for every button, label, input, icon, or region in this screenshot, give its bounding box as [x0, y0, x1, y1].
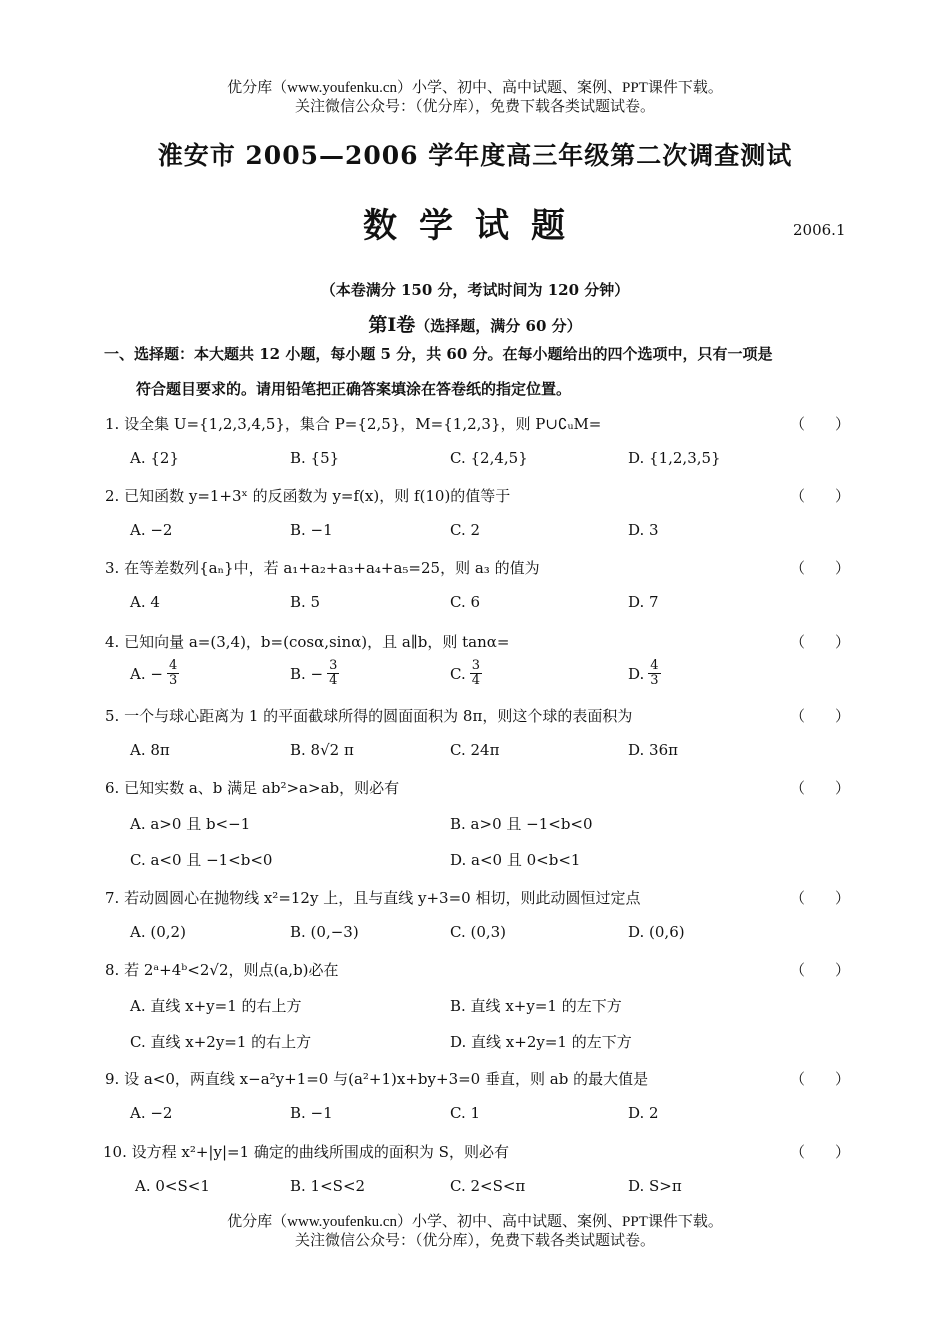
fraction-denominator: 4 — [471, 673, 480, 688]
question-9-option-c: C. 1 — [450, 1104, 481, 1122]
question-4-option-a-fraction — [167, 659, 179, 688]
question-4-option-d-fraction — [648, 659, 660, 688]
question-5-option-d: D. 36π — [628, 741, 678, 759]
subject-title: 数学试题 — [363, 206, 587, 246]
question-5-option-b: B. 8√2 π — [290, 741, 354, 759]
question-1-stem: 1. 设全集 U={1,2,3,4,5}，集合 P={2,5}，M={1,2,3}，则 P∪∁ᵤM= — [105, 415, 602, 433]
instructions-line1: 一、选择题：本大题共 12 小题，每小题 5 分，共 60 分。在每小题给出的四个选项中，只有一项是 — [104, 345, 773, 363]
question-4-answer-paren[interactable]: （ ） — [790, 633, 851, 651]
fraction-numerator: 4 — [650, 658, 659, 673]
exam-title: 淮安市 2005—2006 学年度高三年级第二次调查测试 — [157, 141, 793, 170]
question-10-option-a: A. 0<S<1 — [135, 1177, 210, 1195]
question-4-option-c — [450, 659, 482, 688]
question-6-option-c: C. a<0 且 −1<b<0 — [130, 851, 273, 869]
question-6-option-a: A. a>0 且 b<−1 — [130, 815, 251, 833]
section-heading — [0, 310, 950, 337]
fraction-denominator: 4 — [329, 673, 338, 688]
question-1-option-b: B. {5} — [290, 449, 340, 467]
question-8-stem: 8. 若 2ᵃ+4ᵇ<2√2，则点(a,b)必在 — [105, 961, 339, 979]
question-9-answer-paren[interactable]: （ ） — [790, 1070, 851, 1088]
question-4-option-d-prefix: D. — [628, 664, 645, 683]
question-2-answer-paren[interactable]: （ ） — [790, 487, 851, 505]
question-6-option-b: B. a>0 且 −1<b<0 — [450, 815, 593, 833]
instructions-line2: 符合题目要求的。请用铅笔把正确答案填涂在答卷纸的指定位置。 — [136, 380, 572, 398]
question-9-option-a: A. −2 — [130, 1104, 173, 1122]
fraction-numerator: 4 — [168, 658, 178, 673]
question-6-answer-paren[interactable]: （ ） — [790, 779, 851, 797]
question-1-option-d: D. {1,2,3,5} — [628, 449, 721, 467]
question-8-option-d: D. 直线 x+2y=1 的左下方 — [450, 1033, 632, 1051]
watermark-bottom-line1: 优分库（www.youfenku.cn）小学、初中、高中试题、案例、PPT课件下载。 — [227, 1214, 723, 1230]
question-5-option-a: A. 8π — [130, 741, 170, 759]
question-6-option-d: D. a<0 且 0<b<1 — [450, 851, 581, 869]
question-4-option-d — [628, 659, 661, 688]
question-3-option-d: D. 7 — [628, 593, 659, 611]
question-7-option-b: B. (0,−3) — [290, 923, 359, 941]
question-3-option-a: A. 4 — [130, 593, 160, 611]
question-5-stem: 5. 一个与球心距离为 1 的平面截球所得的圆面面积为 8π，则这个球的表面积为 — [105, 707, 633, 725]
question-1-option-c: C. {2,4,5} — [450, 449, 528, 467]
question-1-option-a: A. {2} — [130, 449, 179, 467]
question-9-option-d: D. 2 — [628, 1104, 659, 1122]
section-note: （选择题，满分 60 分） — [415, 317, 582, 335]
question-8-option-c: C. 直线 x+2y=1 的右上方 — [130, 1033, 312, 1051]
question-10-option-b: B. 1<S<2 — [290, 1177, 366, 1195]
question-3-option-b: B. 5 — [290, 593, 321, 611]
watermark-bottom-line2: 关注微信公众号：（优分库），免费下载各类试题试卷。 — [294, 1233, 655, 1249]
question-8-answer-paren[interactable]: （ ） — [790, 961, 851, 979]
exam-note: （本卷满分 150 分，考试时间为 120 分钟） — [320, 281, 630, 299]
fraction-denominator: 3 — [650, 673, 659, 688]
question-7-option-c: C. (0,3) — [450, 923, 507, 941]
question-9-stem: 9. 设 a<0，两直线 x−a²y+1=0 与(a²+1)x+by+3=0 垂直，则 ab 的最大值是 — [105, 1070, 649, 1088]
question-2-option-a: A. −2 — [130, 521, 173, 539]
question-4-option-b-prefix: B. − — [290, 664, 324, 683]
question-2-stem: 2. 已知函数 y=1+3ˣ 的反函数为 y=f(x)，则 f(10)的值等于 — [105, 487, 511, 505]
question-3-stem: 3. 在等差数列{aₙ}中，若 a₁+a₂+a₃+a₄+a₅=25，则 a₃ 的值为 — [105, 559, 540, 577]
question-7-stem: 7. 若动圆圆心在抛物线 x²=12y 上，且与直线 y+3=0 相切，则此动圆恒过定点 — [105, 889, 641, 907]
question-10-option-d: D. S>π — [628, 1177, 682, 1195]
question-4-stem: 4. 已知向量 a=(3,4)，b=(cosα,sinα)，且 a∥b，则 tanα= — [105, 633, 510, 651]
question-7-answer-paren[interactable]: （ ） — [790, 889, 851, 907]
question-4-option-c-prefix: C. — [450, 664, 466, 683]
question-3-answer-paren[interactable]: （ ） — [790, 559, 851, 577]
question-5-answer-paren[interactable]: （ ） — [790, 707, 851, 725]
exam-date: 2006.1 — [793, 221, 846, 239]
question-7-option-d: D. (0,6) — [628, 923, 685, 941]
question-8-option-b: B. 直线 x+y=1 的左下方 — [450, 997, 622, 1015]
question-4-option-b — [290, 659, 339, 688]
question-8-option-a: A. 直线 x+y=1 的右上方 — [130, 997, 302, 1015]
question-10-option-c: C. 2<S<π — [450, 1177, 526, 1195]
question-4-option-c-fraction — [470, 659, 482, 688]
question-7-option-a: A. (0,2) — [130, 923, 186, 941]
fraction-numerator: 3 — [471, 658, 480, 673]
section-label: 第Ⅰ卷 — [368, 314, 416, 336]
question-2-option-b: B. −1 — [290, 521, 333, 539]
question-2-option-d: D. 3 — [628, 521, 659, 539]
question-6-stem: 6. 已知实数 a、b 满足 ab²>a>ab，则必有 — [105, 779, 400, 797]
question-10-stem: 10. 设方程 x²+|y|=1 确定的曲线所围成的面积为 S，则必有 — [103, 1143, 509, 1161]
question-4-option-b-fraction — [327, 659, 339, 688]
question-1-answer-paren[interactable]: （ ） — [790, 415, 851, 433]
question-3-option-c: C. 6 — [450, 593, 481, 611]
question-4-option-a-prefix: A. − — [130, 664, 163, 683]
question-10-answer-paren[interactable]: （ ） — [790, 1143, 851, 1161]
watermark-top-line1: 优分库（www.youfenku.cn）小学、初中、高中试题、案例、PPT课件下载。 — [227, 80, 723, 96]
question-9-option-b: B. −1 — [290, 1104, 333, 1122]
watermark-top-line2: 关注微信公众号：（优分库），免费下载各类试题试卷。 — [294, 99, 655, 115]
question-5-option-c: C. 24π — [450, 741, 500, 759]
fraction-numerator: 3 — [329, 658, 338, 673]
fraction-denominator: 3 — [168, 673, 178, 688]
question-4-option-a — [130, 659, 179, 688]
question-2-option-c: C. 2 — [450, 521, 481, 539]
